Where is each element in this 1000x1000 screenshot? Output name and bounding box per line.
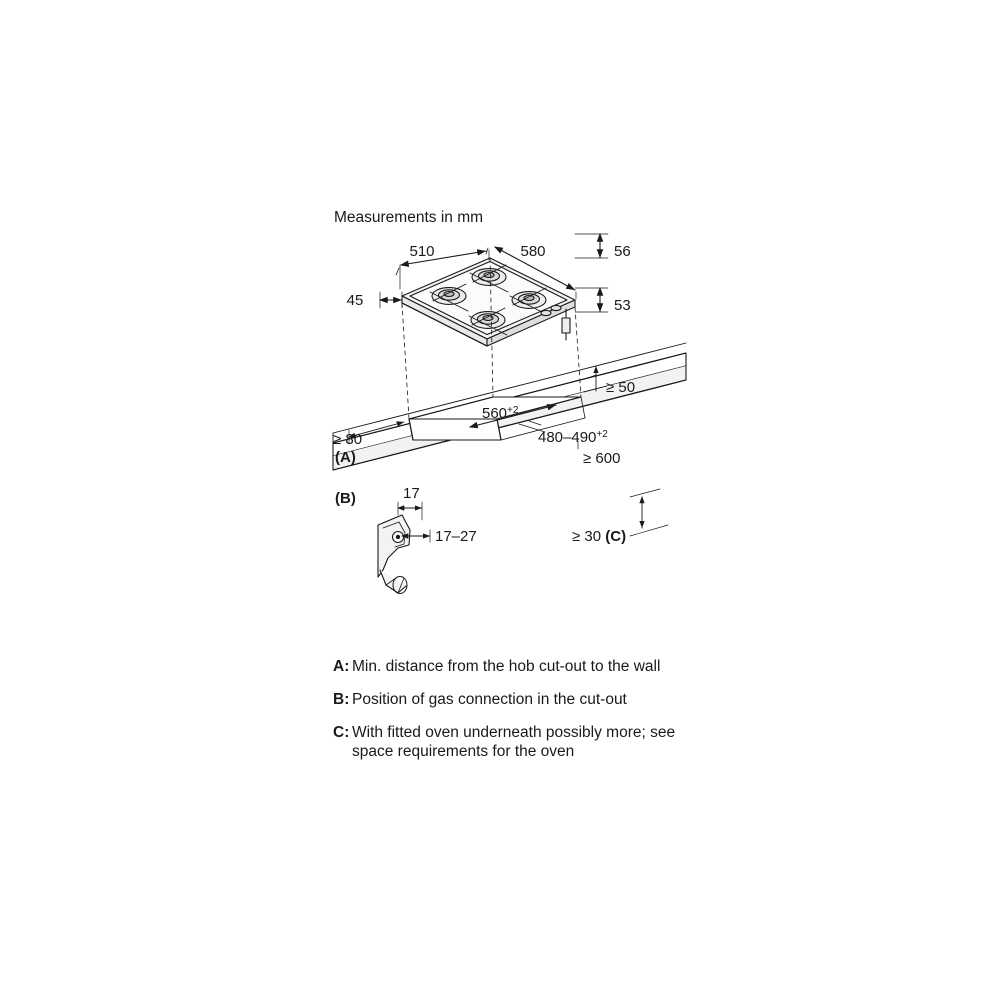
legend-key-b: B: (333, 690, 350, 708)
dim-label-min-600: ≥ 600 (583, 450, 621, 467)
legend-text-c: With fitted oven underneath possibly more; see space requirements for the oven (352, 723, 676, 760)
legend-item-a (333, 658, 693, 677)
dim-label-min-50: ≥ 50 (606, 379, 636, 396)
dim-label-45: 45 (346, 292, 364, 309)
dim-min-30 (630, 489, 668, 536)
dim-label-53: 53 (614, 297, 631, 314)
dim-label-min-30: ≥ 30 (C) (572, 528, 627, 545)
dim-label-ref-b: (B) (335, 490, 356, 507)
dim-56 (575, 234, 608, 258)
dim-53 (575, 288, 608, 312)
dim-label-min-80: ≥ 80 (333, 431, 363, 448)
legend-item-b (333, 691, 693, 710)
legend-key-a: A: (333, 658, 350, 675)
dim-label-480-490: $480-490^{+2}$ (538, 429, 608, 446)
dim-label-ref-a: (A) (335, 449, 356, 466)
dim-label-17-27: 17–27 (435, 528, 477, 545)
dim-label-580: 580 (520, 243, 546, 260)
dim-45 (380, 292, 402, 308)
dim-label-510: 510 (409, 243, 435, 260)
legend-text-b: Position of gas connection in the cut-out (352, 690, 627, 708)
gas-connection-detail (378, 502, 430, 594)
legend-item-c (333, 724, 693, 762)
dim-label-17: 17 (403, 485, 420, 502)
gas-connection-stub (562, 309, 570, 340)
measurements-unit-label: Measurements in mm (334, 209, 484, 226)
dim-label-560: $560^{+2}$ (482, 405, 519, 422)
legend-text-a: Min. distance from the hob cut-out to the wall (352, 658, 661, 675)
legend-list (333, 658, 693, 776)
dim-label-56: 56 (614, 243, 631, 260)
legend-key-c: C: (333, 723, 350, 741)
